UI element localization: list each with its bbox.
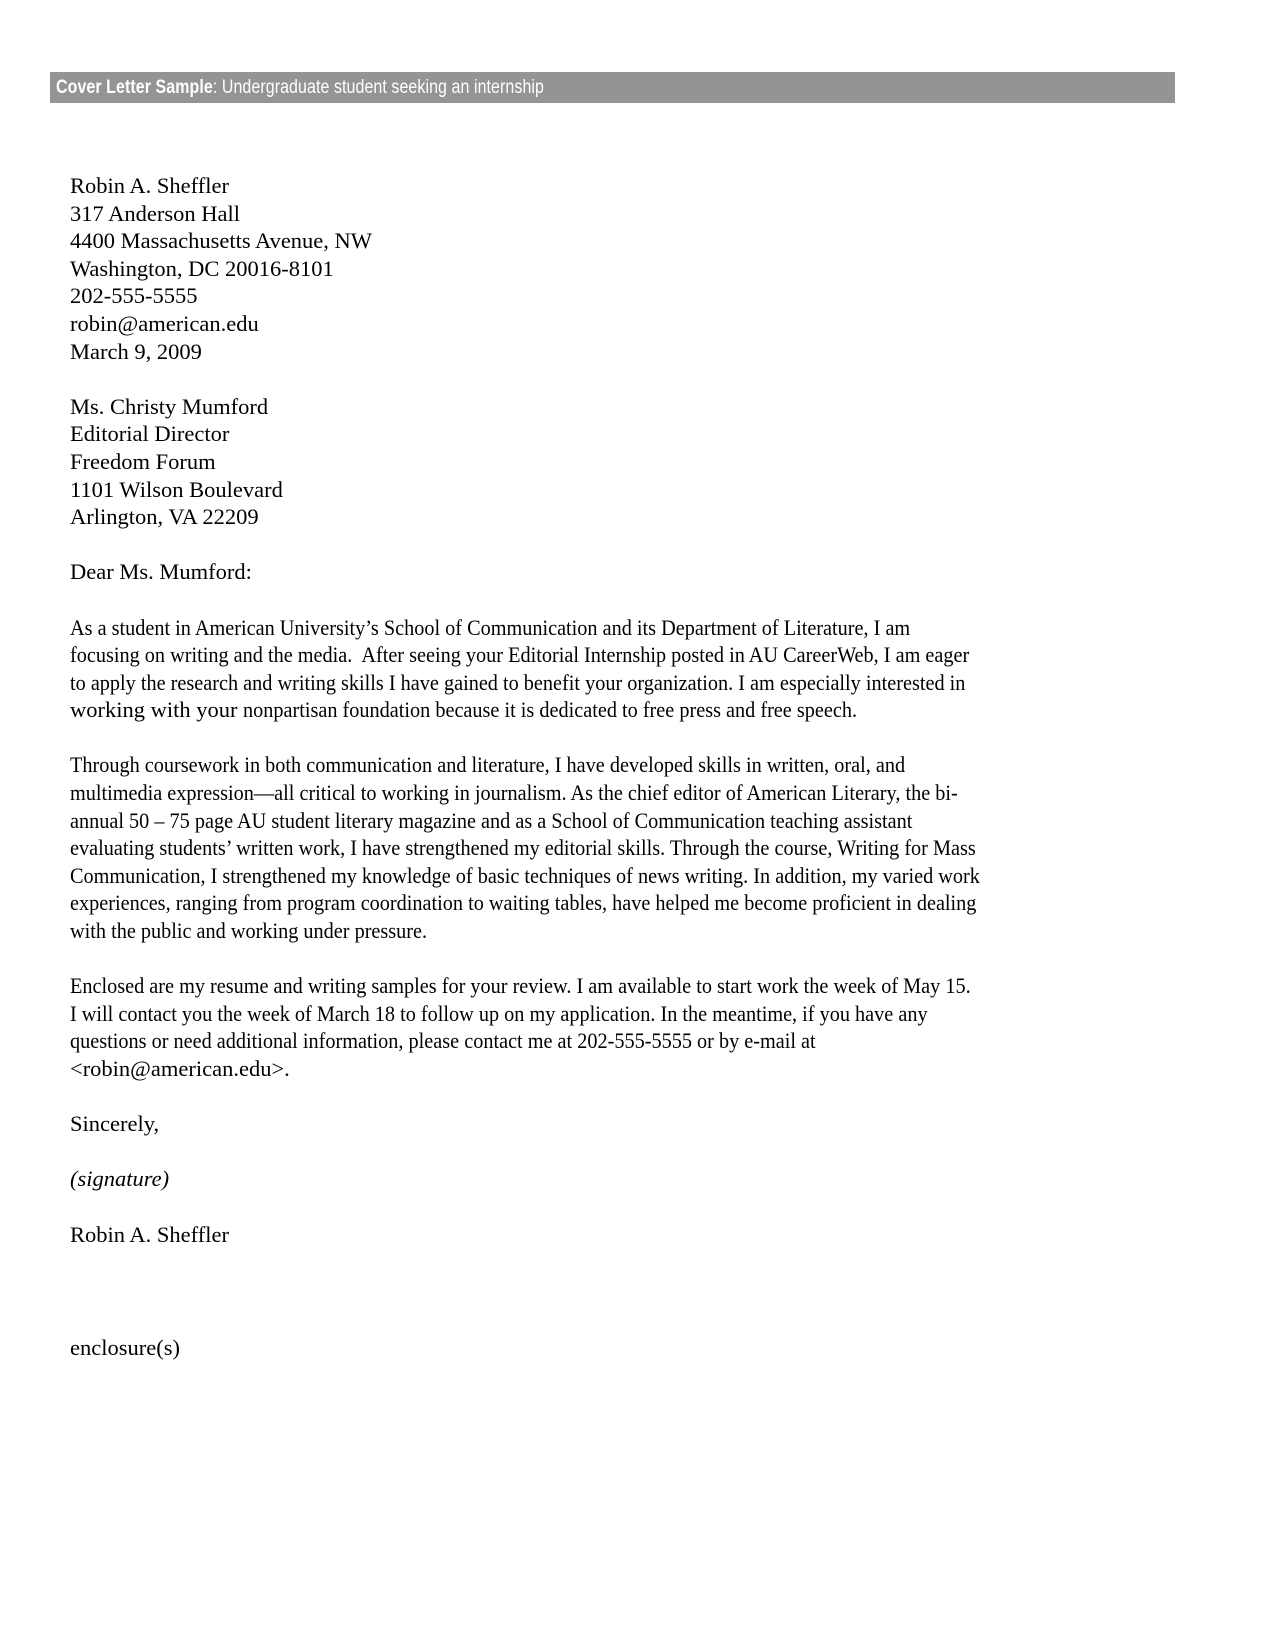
sender-address-block bbox=[70, 172, 1145, 365]
paragraph-2-line-4: evaluating students’ written work, I have strengthened my editorial skills. Through the course, Writing for Mass bbox=[70, 835, 976, 861]
paragraph-1-line-2: focusing on writing and the media. After seeing your Editorial Internship posted in AU CareerWeb, I am eager bbox=[70, 642, 970, 668]
banner-label bbox=[56, 78, 544, 97]
spacer bbox=[70, 586, 1145, 614]
paragraph-1-line-4-emphasis: nonpartisan foundation because it is dedicated to free press and free speech. bbox=[243, 697, 858, 723]
sender-address-line-1: 317 Anderson Hall bbox=[70, 200, 240, 226]
letter-body bbox=[70, 172, 1145, 1362]
spacer bbox=[70, 724, 1145, 752]
paragraph-2-line-1: Through coursework in both communication and literature, I have developed skills in written, oral, and bbox=[70, 752, 906, 778]
sender-address-line-3: Washington, DC 20016-8101 bbox=[70, 255, 334, 281]
signer-name: Robin A. Sheffler bbox=[70, 1221, 229, 1247]
sender-name: Robin A. Sheffler bbox=[70, 173, 229, 198]
spacer bbox=[70, 945, 1145, 973]
recipient-organization: Freedom Forum bbox=[70, 448, 216, 474]
paragraph-1-line-4-lead: working with your bbox=[70, 697, 244, 723]
spacer bbox=[70, 1138, 1145, 1166]
paragraph-3-line-2: I will contact you the week of March 18 to follow up on my application. In the meantime, if you have any bbox=[70, 1000, 928, 1026]
recipient-address-block bbox=[70, 393, 1145, 531]
spacer bbox=[70, 1248, 1145, 1334]
body-paragraph-3 bbox=[70, 972, 1145, 1082]
paragraph-2-line-3: annual 50 – 75 page AU student literary magazine and as a School of Communication teaching assistant bbox=[70, 807, 913, 833]
spacer bbox=[70, 1083, 1145, 1111]
letter-date: March 9, 2009 bbox=[70, 338, 202, 364]
body-paragraph-2 bbox=[70, 751, 1145, 944]
salutation: Dear Ms. Mumford: bbox=[70, 559, 252, 585]
banner-label-bold: Cover Letter Sample bbox=[56, 77, 213, 98]
signature-placeholder: (signature) bbox=[70, 1166, 170, 1192]
paragraph-3-line-1: Enclosed are my resume and writing samples for your review. I am available to start work the week of May 15. bbox=[70, 973, 971, 999]
paragraph-3-line-4: <robin@american.edu>. bbox=[70, 1056, 290, 1081]
paragraph-1-line-3: to apply the research and writing skills I have gained to benefit your organization. I am especially interested in bbox=[70, 669, 966, 695]
spacer bbox=[70, 531, 1145, 559]
paragraph-3-line-3: questions or need additional information, please contact me at 202-555-5555 or by e-mail at bbox=[70, 1028, 816, 1054]
paragraph-2-line-2: multimedia expression—all critical to working in journalism. As the chief editor of American Literary, the bi- bbox=[70, 780, 958, 806]
recipient-address-line-1: 1101 Wilson Boulevard bbox=[70, 476, 283, 502]
sender-address-line-2: 4400 Massachusetts Avenue, NW bbox=[70, 228, 373, 254]
sender-phone: 202-555-5555 bbox=[70, 283, 198, 309]
paragraph-2-line-7: with the public and working under pressure. bbox=[70, 918, 428, 944]
spacer bbox=[70, 365, 1145, 393]
spacer bbox=[70, 1193, 1145, 1221]
recipient-address-line-2: Arlington, VA 22209 bbox=[70, 504, 259, 530]
body-paragraph-1 bbox=[70, 614, 1145, 724]
cover-letter-sample-banner bbox=[50, 72, 1175, 103]
recipient-title: Editorial Director bbox=[70, 421, 230, 447]
paragraph-2-line-5: Communication, I strengthened my knowledge of basic techniques of news writing. In addition, my varied work bbox=[70, 862, 980, 888]
banner-label-rest: : Undergraduate student seeking an internship bbox=[212, 77, 545, 98]
sender-email: robin@american.edu bbox=[70, 310, 259, 336]
closing-line: Sincerely, bbox=[70, 1111, 160, 1137]
paragraph-1-line-1: As a student in American University’s School of Communication and its Department of Literature, I am bbox=[70, 614, 911, 640]
enclosure-note: enclosure(s) bbox=[70, 1335, 180, 1361]
paragraph-2-line-6: experiences, ranging from program coordination to waiting tables, have helped me become proficient in dealing bbox=[70, 890, 977, 916]
recipient-name: Ms. Christy Mumford bbox=[70, 393, 269, 419]
